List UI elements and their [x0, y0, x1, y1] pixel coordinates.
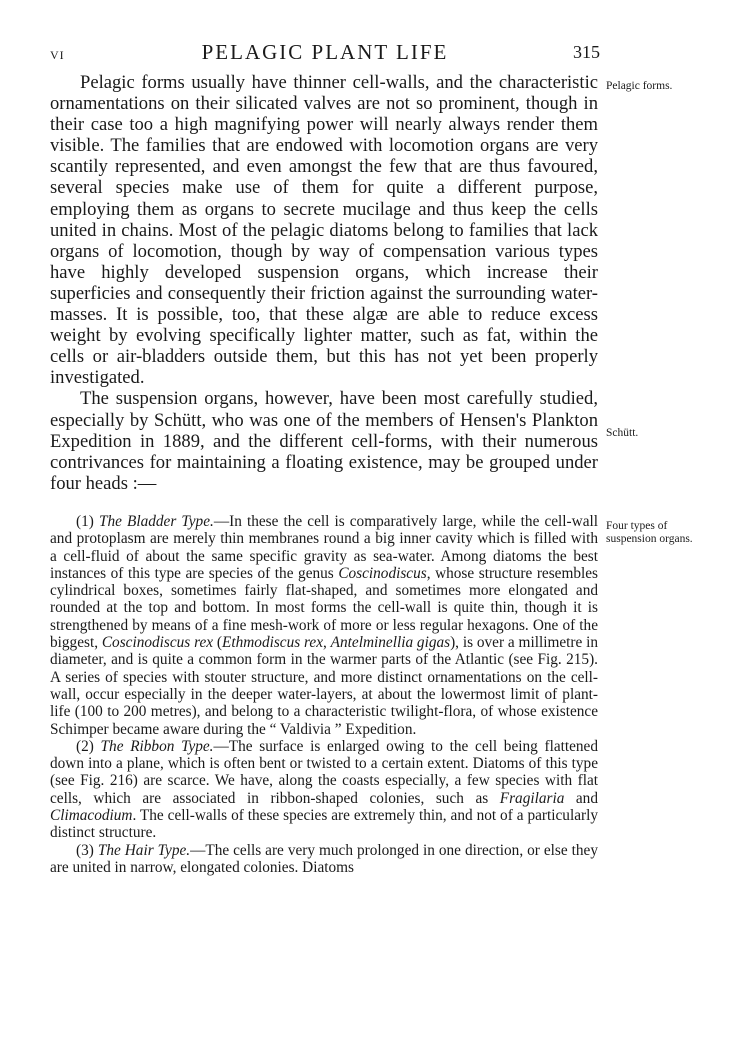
- margin-note-schutt: Schütt.: [606, 427, 639, 439]
- bladder-text-5: ), is over a millimetre in diameter, and is quite a common form in the warmer parts of the Atlantic (see Fig. 215). A series of species with stouter structure, and more distinct ornamentations on the cell-wall, occur especially in the deeper water-layers, at about the lowermost limit of plant-life (100 to 200 metres), and belong to a characteristic twilight-flora, of whose existence Schimper became aware during the “ Valdivia ” Expedition.: [50, 634, 599, 738]
- running-title: PELAGIC PLANT LIFE: [201, 40, 449, 64]
- ribbon-number: (2): [76, 737, 101, 755]
- margin-note-four-types: Four types of suspension organs.: [606, 520, 693, 545]
- main-text: [50, 72, 598, 494]
- bladder-text-3: (: [213, 634, 222, 652]
- synonym-ethmodiscus-rex: Ethmodiscus rex: [222, 634, 323, 652]
- bladder-text-4: ,: [323, 634, 331, 652]
- hair-number: (3): [76, 841, 98, 859]
- ribbon-text-2: and: [564, 789, 598, 807]
- page-number: 315: [573, 42, 600, 62]
- page-header: [50, 40, 600, 68]
- synonym-antelminellia-gigas: Antelminellia gigas: [330, 634, 451, 652]
- bladder-number: (1): [76, 513, 99, 530]
- species-coscinodiscus-rex: Coscinodiscus rex: [101, 634, 214, 652]
- bladder-type-paragraph: [50, 513, 598, 738]
- ribbon-text-1: —The surface is enlarged owing to the cell being flattened down into a plane, which is often bent or twisted to a certain extent. Diatoms of this type (see Fig. 216) are scarce. We have, along the coasts especially, a few species with flat cells, which are associated in ribbon-shaped colonies, such as: [50, 737, 598, 807]
- hair-type-title: The Hair Type.: [97, 841, 191, 859]
- hair-type-paragraph: [50, 842, 598, 877]
- hair-text-1: —The cells are very much prolonged in one direction, or else they are united in narrow, elongated colonies. Diatoms: [50, 841, 598, 876]
- bladder-text-2: , whose structure resembles cylindrical boxes, sometimes fairly flat-shaped, and sometimes more elongated and rounded at the top and bottom. In most forms the cell-wall is quite thin, though it is strengthened by means of a fine mesh-work of more or less regular hexagons. One of the biggest,: [50, 564, 598, 652]
- genus-climacodium: Climacodium: [50, 807, 133, 825]
- types-list: [50, 513, 598, 876]
- bladder-type-title: The Bladder Type.: [98, 513, 214, 530]
- paragraph-suspension-organs: The suspension organs, however, have been most carefully studied, especially by Schütt, who was one of the members of Hensen's Plankton Expedition in 1889, and the different cell-forms, with their numerous contrivances for maintaining a floating existence, may be grouped under four heads :—: [50, 388, 598, 494]
- margin-note-pelagic-forms: Pelagic forms.: [606, 80, 673, 92]
- paragraph-pelagic-forms: Pelagic forms usually have thinner cell-walls, and the characteristic ornamentations on their silicated valves are not so prominent, though in their case too a high magnifying power will nearly always render them visible. The families that are endowed with locomotion organs are very scantily represented, and even amongst the few that are thus favoured, several species make use of them for quite a different purpose, employing them as organs to secrete mucilage and thus keep the cells united in chains. Most of the pelagic diatoms belong to families that lack organs of locomotion, though by way of compensation various types have highly developed suspension organs, which increase their superficies and consequently their friction against the surrounding water-masses. It is possible, too, that these algæ are able to reduce excess weight by evolving specifically lighter matter, such as fat, within the cells or air-bladders outside them, but this has not yet been properly investigated.: [50, 72, 598, 389]
- genus-coscinodiscus: Coscinodiscus: [338, 564, 427, 582]
- ribbon-text-3: . The cell-walls of these species are extremely thin, and not of a particularly distinct structure.: [50, 807, 598, 842]
- ribbon-type-paragraph: [50, 738, 598, 842]
- genus-fragilaria: Fragilaria: [499, 789, 565, 807]
- chapter-number: VI: [50, 48, 65, 62]
- bladder-text-1: —In these the cell is comparatively large, while the cell-wall and protoplasm are merely thin membranes round a big inner cavity which is filled with a cell-fluid of about the same specific gravity as sea-water. Among diatoms the best instances of this type are species of the genus: [50, 513, 598, 582]
- ribbon-type-title: The Ribbon Type.: [100, 737, 214, 755]
